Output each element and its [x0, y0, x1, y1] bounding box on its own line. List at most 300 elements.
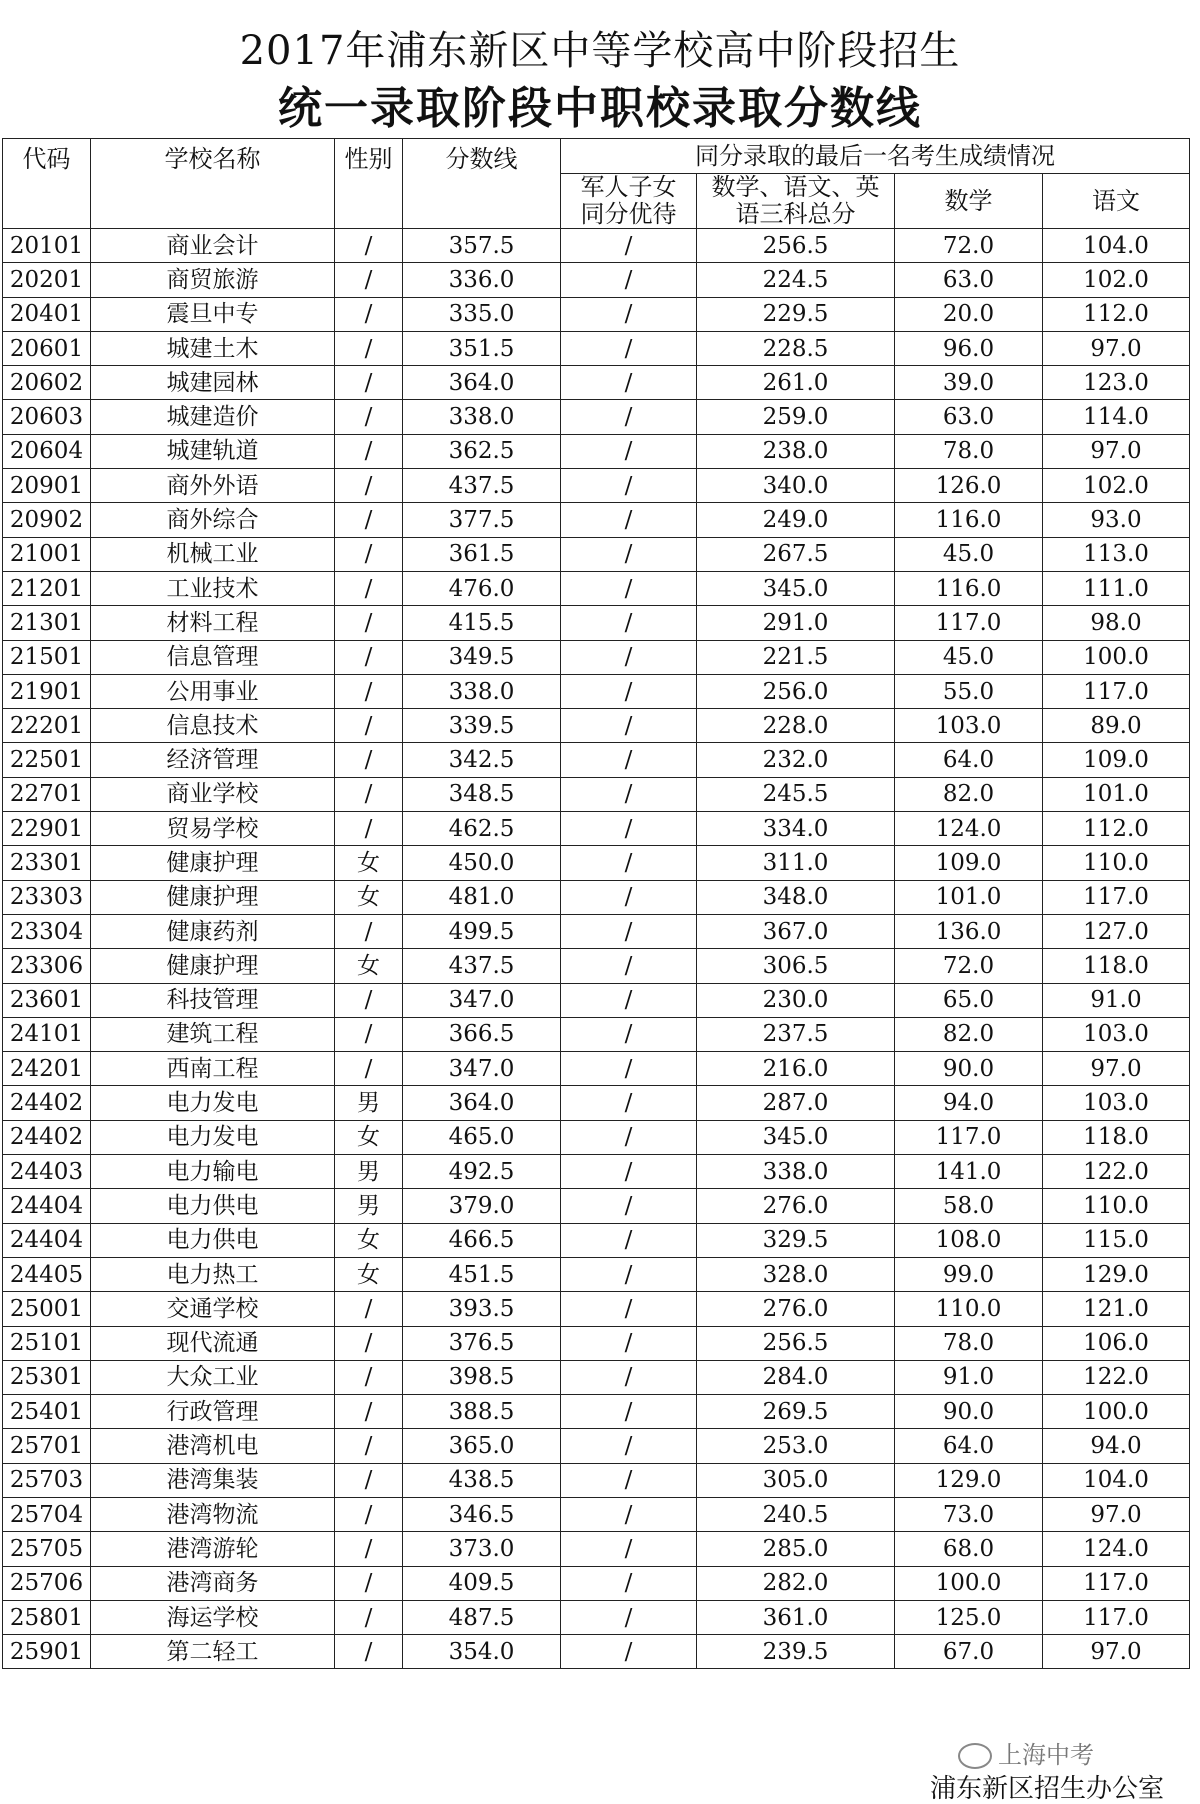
cell-school: 大众工业 — [91, 1360, 335, 1394]
wechat-icon — [958, 1743, 992, 1769]
table-row — [3, 846, 1190, 880]
cell-military: / — [561, 1120, 697, 1154]
cell-math: 64.0 — [895, 743, 1043, 777]
cell-gender: / — [335, 1497, 403, 1531]
cell-score: 346.5 — [403, 1497, 561, 1531]
cell-gender: / — [335, 640, 403, 674]
cell-gender: 女 — [335, 846, 403, 880]
cell-school: 商业会计 — [91, 229, 335, 263]
cell-math: 45.0 — [895, 640, 1043, 674]
table-row — [3, 1566, 1190, 1600]
cell-chinese: 97.0 — [1043, 1635, 1190, 1669]
cell-code: 25101 — [3, 1326, 91, 1360]
cell-total: 240.5 — [697, 1497, 895, 1531]
cell-score: 376.5 — [403, 1326, 561, 1360]
cell-code: 24403 — [3, 1155, 91, 1189]
cell-school: 信息技术 — [91, 709, 335, 743]
cell-chinese: 127.0 — [1043, 914, 1190, 948]
cell-military: / — [561, 1155, 697, 1189]
table-row — [3, 1635, 1190, 1669]
table-row — [3, 1257, 1190, 1291]
cell-code: 25901 — [3, 1635, 91, 1669]
cell-school: 行政管理 — [91, 1395, 335, 1429]
cell-math: 68.0 — [895, 1532, 1043, 1566]
cell-school: 港湾机电 — [91, 1429, 335, 1463]
table-row — [3, 1326, 1190, 1360]
cell-school: 港湾游轮 — [91, 1532, 335, 1566]
cell-math: 73.0 — [895, 1497, 1043, 1531]
cell-chinese: 124.0 — [1043, 1532, 1190, 1566]
cell-math: 65.0 — [895, 983, 1043, 1017]
cell-chinese: 112.0 — [1043, 297, 1190, 331]
cell-military: / — [561, 606, 697, 640]
cell-chinese: 89.0 — [1043, 709, 1190, 743]
cell-gender: / — [335, 914, 403, 948]
cell-gender: / — [335, 229, 403, 263]
table-row — [3, 983, 1190, 1017]
cell-chinese: 97.0 — [1043, 331, 1190, 365]
cell-code: 21501 — [3, 640, 91, 674]
cell-score: 462.5 — [403, 812, 561, 846]
cell-military: / — [561, 1532, 697, 1566]
cell-total: 228.0 — [697, 709, 895, 743]
cell-total: 345.0 — [697, 571, 895, 605]
cell-score: 393.5 — [403, 1292, 561, 1326]
cell-military: / — [561, 1600, 697, 1634]
cell-score: 362.5 — [403, 434, 561, 468]
table-row — [3, 434, 1190, 468]
cell-gender: / — [335, 1360, 403, 1394]
cell-score: 347.0 — [403, 983, 561, 1017]
table-row — [3, 537, 1190, 571]
cell-math: 45.0 — [895, 537, 1043, 571]
table-row — [3, 1223, 1190, 1257]
cell-chinese: 129.0 — [1043, 1257, 1190, 1291]
table-row — [3, 914, 1190, 948]
cell-score: 438.5 — [403, 1463, 561, 1497]
cell-school: 城建园林 — [91, 366, 335, 400]
cell-military: / — [561, 434, 697, 468]
cell-math: 64.0 — [895, 1429, 1043, 1463]
cell-military: / — [561, 331, 697, 365]
header-group: 同分录取的最后一名考生成绩情况 — [561, 139, 1190, 174]
cell-gender: 男 — [335, 1086, 403, 1120]
cell-school: 电力供电 — [91, 1189, 335, 1223]
cell-school: 城建造价 — [91, 400, 335, 434]
cell-math: 72.0 — [895, 949, 1043, 983]
cell-gender: 男 — [335, 1189, 403, 1223]
cell-math: 82.0 — [895, 777, 1043, 811]
cell-military: / — [561, 1497, 697, 1531]
cell-school: 健康护理 — [91, 949, 335, 983]
cell-score: 365.0 — [403, 1429, 561, 1463]
cell-chinese: 103.0 — [1043, 1017, 1190, 1051]
cell-chinese: 112.0 — [1043, 812, 1190, 846]
cell-school: 港湾物流 — [91, 1497, 335, 1531]
cell-score: 465.0 — [403, 1120, 561, 1154]
cell-math: 67.0 — [895, 1635, 1043, 1669]
cell-chinese: 113.0 — [1043, 537, 1190, 571]
cell-school: 机械工业 — [91, 537, 335, 571]
cell-code: 25705 — [3, 1532, 91, 1566]
cell-math: 20.0 — [895, 297, 1043, 331]
cell-code: 24402 — [3, 1086, 91, 1120]
cell-math: 103.0 — [895, 709, 1043, 743]
cell-gender: / — [335, 537, 403, 571]
cell-chinese: 109.0 — [1043, 743, 1190, 777]
cell-school: 电力发电 — [91, 1120, 335, 1154]
cell-code: 24101 — [3, 1017, 91, 1051]
cell-gender: / — [335, 1429, 403, 1463]
cell-military: / — [561, 469, 697, 503]
cell-math: 91.0 — [895, 1360, 1043, 1394]
cell-chinese: 106.0 — [1043, 1326, 1190, 1360]
document-title: 2017年浦东新区中等学校高中阶段招生 — [239, 28, 961, 74]
table-row — [3, 1429, 1190, 1463]
cell-school: 材料工程 — [91, 606, 335, 640]
cell-chinese: 102.0 — [1043, 263, 1190, 297]
cell-total: 253.0 — [697, 1429, 895, 1463]
cell-code: 20603 — [3, 400, 91, 434]
cell-total: 285.0 — [697, 1532, 895, 1566]
watermark — [958, 1735, 1094, 1770]
cell-school: 商外外语 — [91, 469, 335, 503]
cell-gender: / — [335, 1395, 403, 1429]
cell-math: 109.0 — [895, 846, 1043, 880]
cell-gender: / — [335, 1052, 403, 1086]
cell-total: 237.5 — [697, 1017, 895, 1051]
cell-math: 116.0 — [895, 571, 1043, 605]
cell-total: 228.5 — [697, 331, 895, 365]
cell-math: 125.0 — [895, 1600, 1043, 1634]
cell-school: 第二轻工 — [91, 1635, 335, 1669]
cell-chinese: 110.0 — [1043, 846, 1190, 880]
table-row — [3, 366, 1190, 400]
cell-total: 361.0 — [697, 1600, 895, 1634]
cell-total: 345.0 — [697, 1120, 895, 1154]
cell-gender: / — [335, 571, 403, 605]
cell-chinese: 104.0 — [1043, 229, 1190, 263]
cell-gender: / — [335, 1600, 403, 1634]
cell-code: 24405 — [3, 1257, 91, 1291]
cell-chinese: 94.0 — [1043, 1429, 1190, 1463]
table-row — [3, 1120, 1190, 1154]
cell-code: 25001 — [3, 1292, 91, 1326]
cell-score: 335.0 — [403, 297, 561, 331]
cell-total: 340.0 — [697, 469, 895, 503]
cell-chinese: 104.0 — [1043, 1463, 1190, 1497]
table-row — [3, 949, 1190, 983]
cell-score: 348.5 — [403, 777, 561, 811]
table-row — [3, 1052, 1190, 1086]
cell-school: 工业技术 — [91, 571, 335, 605]
cell-chinese: 97.0 — [1043, 1052, 1190, 1086]
cell-chinese: 117.0 — [1043, 1566, 1190, 1600]
cell-code: 24404 — [3, 1223, 91, 1257]
cell-gender: / — [335, 263, 403, 297]
cell-gender: / — [335, 674, 403, 708]
header-score: 分数线 — [403, 139, 561, 229]
cell-code: 21001 — [3, 537, 91, 571]
cell-gender: / — [335, 1463, 403, 1497]
table-row — [3, 1189, 1190, 1223]
cell-score: 466.5 — [403, 1223, 561, 1257]
cell-math: 90.0 — [895, 1052, 1043, 1086]
cell-math: 100.0 — [895, 1566, 1043, 1600]
cell-military: / — [561, 503, 697, 537]
cell-military: / — [561, 743, 697, 777]
cell-score: 379.0 — [403, 1189, 561, 1223]
cell-chinese: 97.0 — [1043, 1497, 1190, 1531]
cell-code: 20601 — [3, 331, 91, 365]
cell-score: 487.5 — [403, 1600, 561, 1634]
header-total-line1: 数学、语文、英 — [711, 173, 880, 201]
cell-school: 健康护理 — [91, 846, 335, 880]
cell-score: 437.5 — [403, 949, 561, 983]
cell-total: 287.0 — [697, 1086, 895, 1120]
cell-gender: 女 — [335, 1120, 403, 1154]
cell-code: 20602 — [3, 366, 91, 400]
cell-code: 20902 — [3, 503, 91, 537]
cell-score: 388.5 — [403, 1395, 561, 1429]
cell-school: 港湾集装 — [91, 1463, 335, 1497]
header-military-line2: 同分优待 — [580, 200, 677, 228]
cell-military: / — [561, 674, 697, 708]
table-row — [3, 606, 1190, 640]
cell-score: 437.5 — [403, 469, 561, 503]
cell-gender: / — [335, 400, 403, 434]
cell-chinese: 114.0 — [1043, 400, 1190, 434]
cell-chinese: 118.0 — [1043, 949, 1190, 983]
cell-total: 276.0 — [697, 1189, 895, 1223]
cell-gender: / — [335, 1532, 403, 1566]
cell-school: 城建轨道 — [91, 434, 335, 468]
table-body — [3, 229, 1190, 1669]
cell-math: 90.0 — [895, 1395, 1043, 1429]
cell-score: 351.5 — [403, 331, 561, 365]
cell-military: / — [561, 1326, 697, 1360]
cell-military: / — [561, 1292, 697, 1326]
cell-school: 公用事业 — [91, 674, 335, 708]
cell-score: 450.0 — [403, 846, 561, 880]
cell-school: 现代流通 — [91, 1326, 335, 1360]
header-military — [561, 174, 697, 229]
cell-military: / — [561, 1395, 697, 1429]
cell-gender: / — [335, 297, 403, 331]
cell-total: 311.0 — [697, 846, 895, 880]
cell-score: 342.5 — [403, 743, 561, 777]
table-row — [3, 229, 1190, 263]
watermark-text: 上海中考 — [998, 1741, 1094, 1769]
cell-code: 23303 — [3, 880, 91, 914]
cell-gender: / — [335, 469, 403, 503]
cell-math: 99.0 — [895, 1257, 1043, 1291]
cell-total: 249.0 — [697, 503, 895, 537]
cell-chinese: 117.0 — [1043, 674, 1190, 708]
table-row — [3, 743, 1190, 777]
cell-score: 499.5 — [403, 914, 561, 948]
cell-total: 230.0 — [697, 983, 895, 1017]
cell-total: 367.0 — [697, 914, 895, 948]
cell-total: 306.5 — [697, 949, 895, 983]
header-school: 学校名称 — [91, 139, 335, 229]
cell-chinese: 115.0 — [1043, 1223, 1190, 1257]
cell-school: 经济管理 — [91, 743, 335, 777]
table-header — [3, 139, 1190, 229]
cell-total: 338.0 — [697, 1155, 895, 1189]
cell-gender: / — [335, 812, 403, 846]
cell-math: 141.0 — [895, 1155, 1043, 1189]
cell-chinese: 121.0 — [1043, 1292, 1190, 1326]
cell-gender: / — [335, 1017, 403, 1051]
header-math: 数学 — [895, 174, 1043, 229]
cell-math: 63.0 — [895, 400, 1043, 434]
cell-military: / — [561, 366, 697, 400]
cell-gender: 女 — [335, 1257, 403, 1291]
table-row — [3, 777, 1190, 811]
cell-chinese: 117.0 — [1043, 880, 1190, 914]
cell-school: 电力热工 — [91, 1257, 335, 1291]
cell-math: 101.0 — [895, 880, 1043, 914]
cell-gender: / — [335, 1292, 403, 1326]
table-row — [3, 709, 1190, 743]
cell-code: 25703 — [3, 1463, 91, 1497]
cell-chinese: 103.0 — [1043, 1086, 1190, 1120]
cell-math: 124.0 — [895, 812, 1043, 846]
cell-school: 电力输电 — [91, 1155, 335, 1189]
cell-chinese: 93.0 — [1043, 503, 1190, 537]
cell-school: 海运学校 — [91, 1600, 335, 1634]
cell-math: 116.0 — [895, 503, 1043, 537]
cell-school: 西南工程 — [91, 1052, 335, 1086]
cell-math: 117.0 — [895, 606, 1043, 640]
cell-code: 21901 — [3, 674, 91, 708]
cell-school: 贸易学校 — [91, 812, 335, 846]
cell-math: 108.0 — [895, 1223, 1043, 1257]
cell-gender: / — [335, 983, 403, 1017]
table-row — [3, 812, 1190, 846]
cell-school: 电力供电 — [91, 1223, 335, 1257]
cell-code: 25706 — [3, 1566, 91, 1600]
cell-score: 339.5 — [403, 709, 561, 743]
cell-school: 科技管理 — [91, 983, 335, 1017]
cell-math: 58.0 — [895, 1189, 1043, 1223]
cell-gender: / — [335, 366, 403, 400]
cell-military: / — [561, 1017, 697, 1051]
cell-code: 20901 — [3, 469, 91, 503]
table-row — [3, 1360, 1190, 1394]
cell-military: / — [561, 263, 697, 297]
cell-gender: 男 — [335, 1155, 403, 1189]
cell-total: 216.0 — [697, 1052, 895, 1086]
header-total-line2: 语三科总分 — [735, 200, 856, 228]
cell-total: 328.0 — [697, 1257, 895, 1291]
cell-military: / — [561, 777, 697, 811]
cell-code: 20604 — [3, 434, 91, 468]
table-row — [3, 1017, 1190, 1051]
cell-math: 96.0 — [895, 331, 1043, 365]
cell-math: 63.0 — [895, 263, 1043, 297]
cell-code: 20101 — [3, 229, 91, 263]
cell-score: 481.0 — [403, 880, 561, 914]
cell-score: 373.0 — [403, 1532, 561, 1566]
cell-code: 25701 — [3, 1429, 91, 1463]
cell-military: / — [561, 537, 697, 571]
cell-gender: / — [335, 777, 403, 811]
cell-math: 136.0 — [895, 914, 1043, 948]
cell-military: / — [561, 1086, 697, 1120]
cell-gender: / — [335, 743, 403, 777]
cell-military: / — [561, 709, 697, 743]
cell-military: / — [561, 846, 697, 880]
cell-military: / — [561, 1052, 697, 1086]
cell-code: 24402 — [3, 1120, 91, 1154]
cell-code: 22901 — [3, 812, 91, 846]
document-subtitle: 统一录取阶段中职校录取分数线 — [278, 83, 922, 134]
cell-military: / — [561, 1463, 697, 1497]
cell-code: 25401 — [3, 1395, 91, 1429]
issuer-footer: 浦东新区招生办公室 — [930, 1774, 1165, 1804]
cell-math: 110.0 — [895, 1292, 1043, 1326]
cell-chinese: 117.0 — [1043, 1600, 1190, 1634]
cell-code: 25301 — [3, 1360, 91, 1394]
table-row — [3, 1155, 1190, 1189]
cell-total: 239.5 — [697, 1635, 895, 1669]
cell-total: 348.0 — [697, 880, 895, 914]
cell-school: 信息管理 — [91, 640, 335, 674]
cell-score: 354.0 — [403, 1635, 561, 1669]
cell-score: 451.5 — [403, 1257, 561, 1291]
cell-code: 22501 — [3, 743, 91, 777]
cell-chinese: 123.0 — [1043, 366, 1190, 400]
cell-total: 269.5 — [697, 1395, 895, 1429]
cell-math: 82.0 — [895, 1017, 1043, 1051]
cell-score: 409.5 — [403, 1566, 561, 1600]
cell-gender: 女 — [335, 949, 403, 983]
cell-code: 25801 — [3, 1600, 91, 1634]
cell-military: / — [561, 1566, 697, 1600]
cell-code: 22701 — [3, 777, 91, 811]
cell-total: 232.0 — [697, 743, 895, 777]
cell-military: / — [561, 880, 697, 914]
table-row — [3, 1086, 1190, 1120]
cell-military: / — [561, 812, 697, 846]
cell-total: 282.0 — [697, 1566, 895, 1600]
cell-gender: 女 — [335, 880, 403, 914]
cell-code: 22201 — [3, 709, 91, 743]
cell-school: 商贸旅游 — [91, 263, 335, 297]
cell-military: / — [561, 229, 697, 263]
cell-math: 55.0 — [895, 674, 1043, 708]
cell-score: 377.5 — [403, 503, 561, 537]
cell-math: 39.0 — [895, 366, 1043, 400]
table-row — [3, 1497, 1190, 1531]
cell-military: / — [561, 1429, 697, 1463]
cell-gender: / — [335, 434, 403, 468]
cell-military: / — [561, 297, 697, 331]
cell-military: / — [561, 1635, 697, 1669]
cell-total: 329.5 — [697, 1223, 895, 1257]
cell-math: 78.0 — [895, 1326, 1043, 1360]
cell-total: 305.0 — [697, 1463, 895, 1497]
cell-military: / — [561, 983, 697, 1017]
cell-chinese: 91.0 — [1043, 983, 1190, 1017]
cell-total: 291.0 — [697, 606, 895, 640]
cell-score: 415.5 — [403, 606, 561, 640]
cell-chinese: 110.0 — [1043, 1189, 1190, 1223]
cell-code: 25704 — [3, 1497, 91, 1531]
cell-total: 284.0 — [697, 1360, 895, 1394]
